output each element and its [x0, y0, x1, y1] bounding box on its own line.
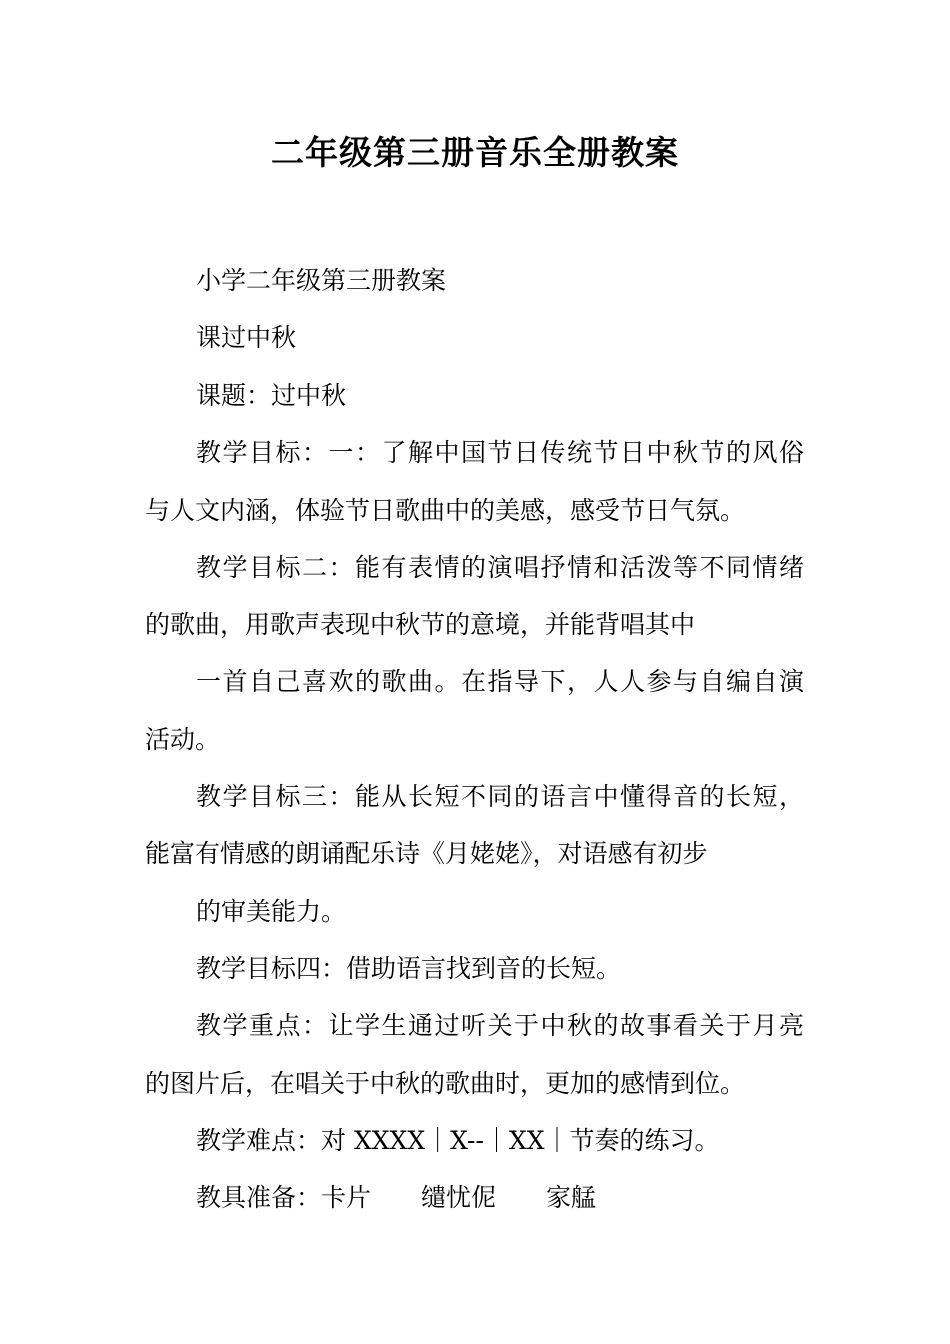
document-title: 二年级第三册音乐全册教案 [271, 133, 679, 172]
paragraph-line: 课题：过中秋 [196, 381, 347, 410]
paragraph-line: 活动。 [145, 725, 221, 754]
paragraph-line: 课过中秋 [196, 323, 297, 352]
paragraph-line: 教学目标：一：了解中国节日传统节日中秋节的风俗 [196, 438, 804, 467]
paragraph-line: 教学目标四：借助语言找到音的长短。 [196, 954, 622, 983]
paragraph-line: 教学目标三：能从长短不同的语言中懂得音的长短， [196, 782, 804, 811]
paragraph-line: 教学目标二：能有表情的演唱抒情和活泼等不同情绪 [196, 553, 804, 582]
paragraph-line: 能富有情感的朗诵配乐诗《月姥姥》，对语感有初步 [145, 839, 708, 868]
paragraph-line: 的图片后，在唱关于中秋的歌曲时，更加的感情到位。 [145, 1069, 746, 1098]
paragraph-line: 小学二年级第三册教案 [196, 266, 447, 295]
paragraph-line: 一首自己喜欢的歌曲。在指导下，人人参与自编自演 [196, 667, 804, 696]
paragraph-line: 教学难点：对 XXXX｜X--｜XX｜节奏的练习。 [196, 1126, 720, 1155]
paragraph-line: 教学重点：让学生通过听关于中秋的故事看关于月亮 [196, 1011, 804, 1040]
paragraph-line: 的审美能力。 [196, 897, 347, 926]
paragraph-line: 的歌曲，用歌声表现中秋节的意境，并能背唱其中 [145, 610, 696, 639]
paragraph-line: 与人文内涵，体验节日歌曲中的美感，感受节日气氛。 [145, 496, 746, 525]
paragraph-line: 教具准备：卡片 缱忧伲 家艋 [196, 1183, 597, 1212]
